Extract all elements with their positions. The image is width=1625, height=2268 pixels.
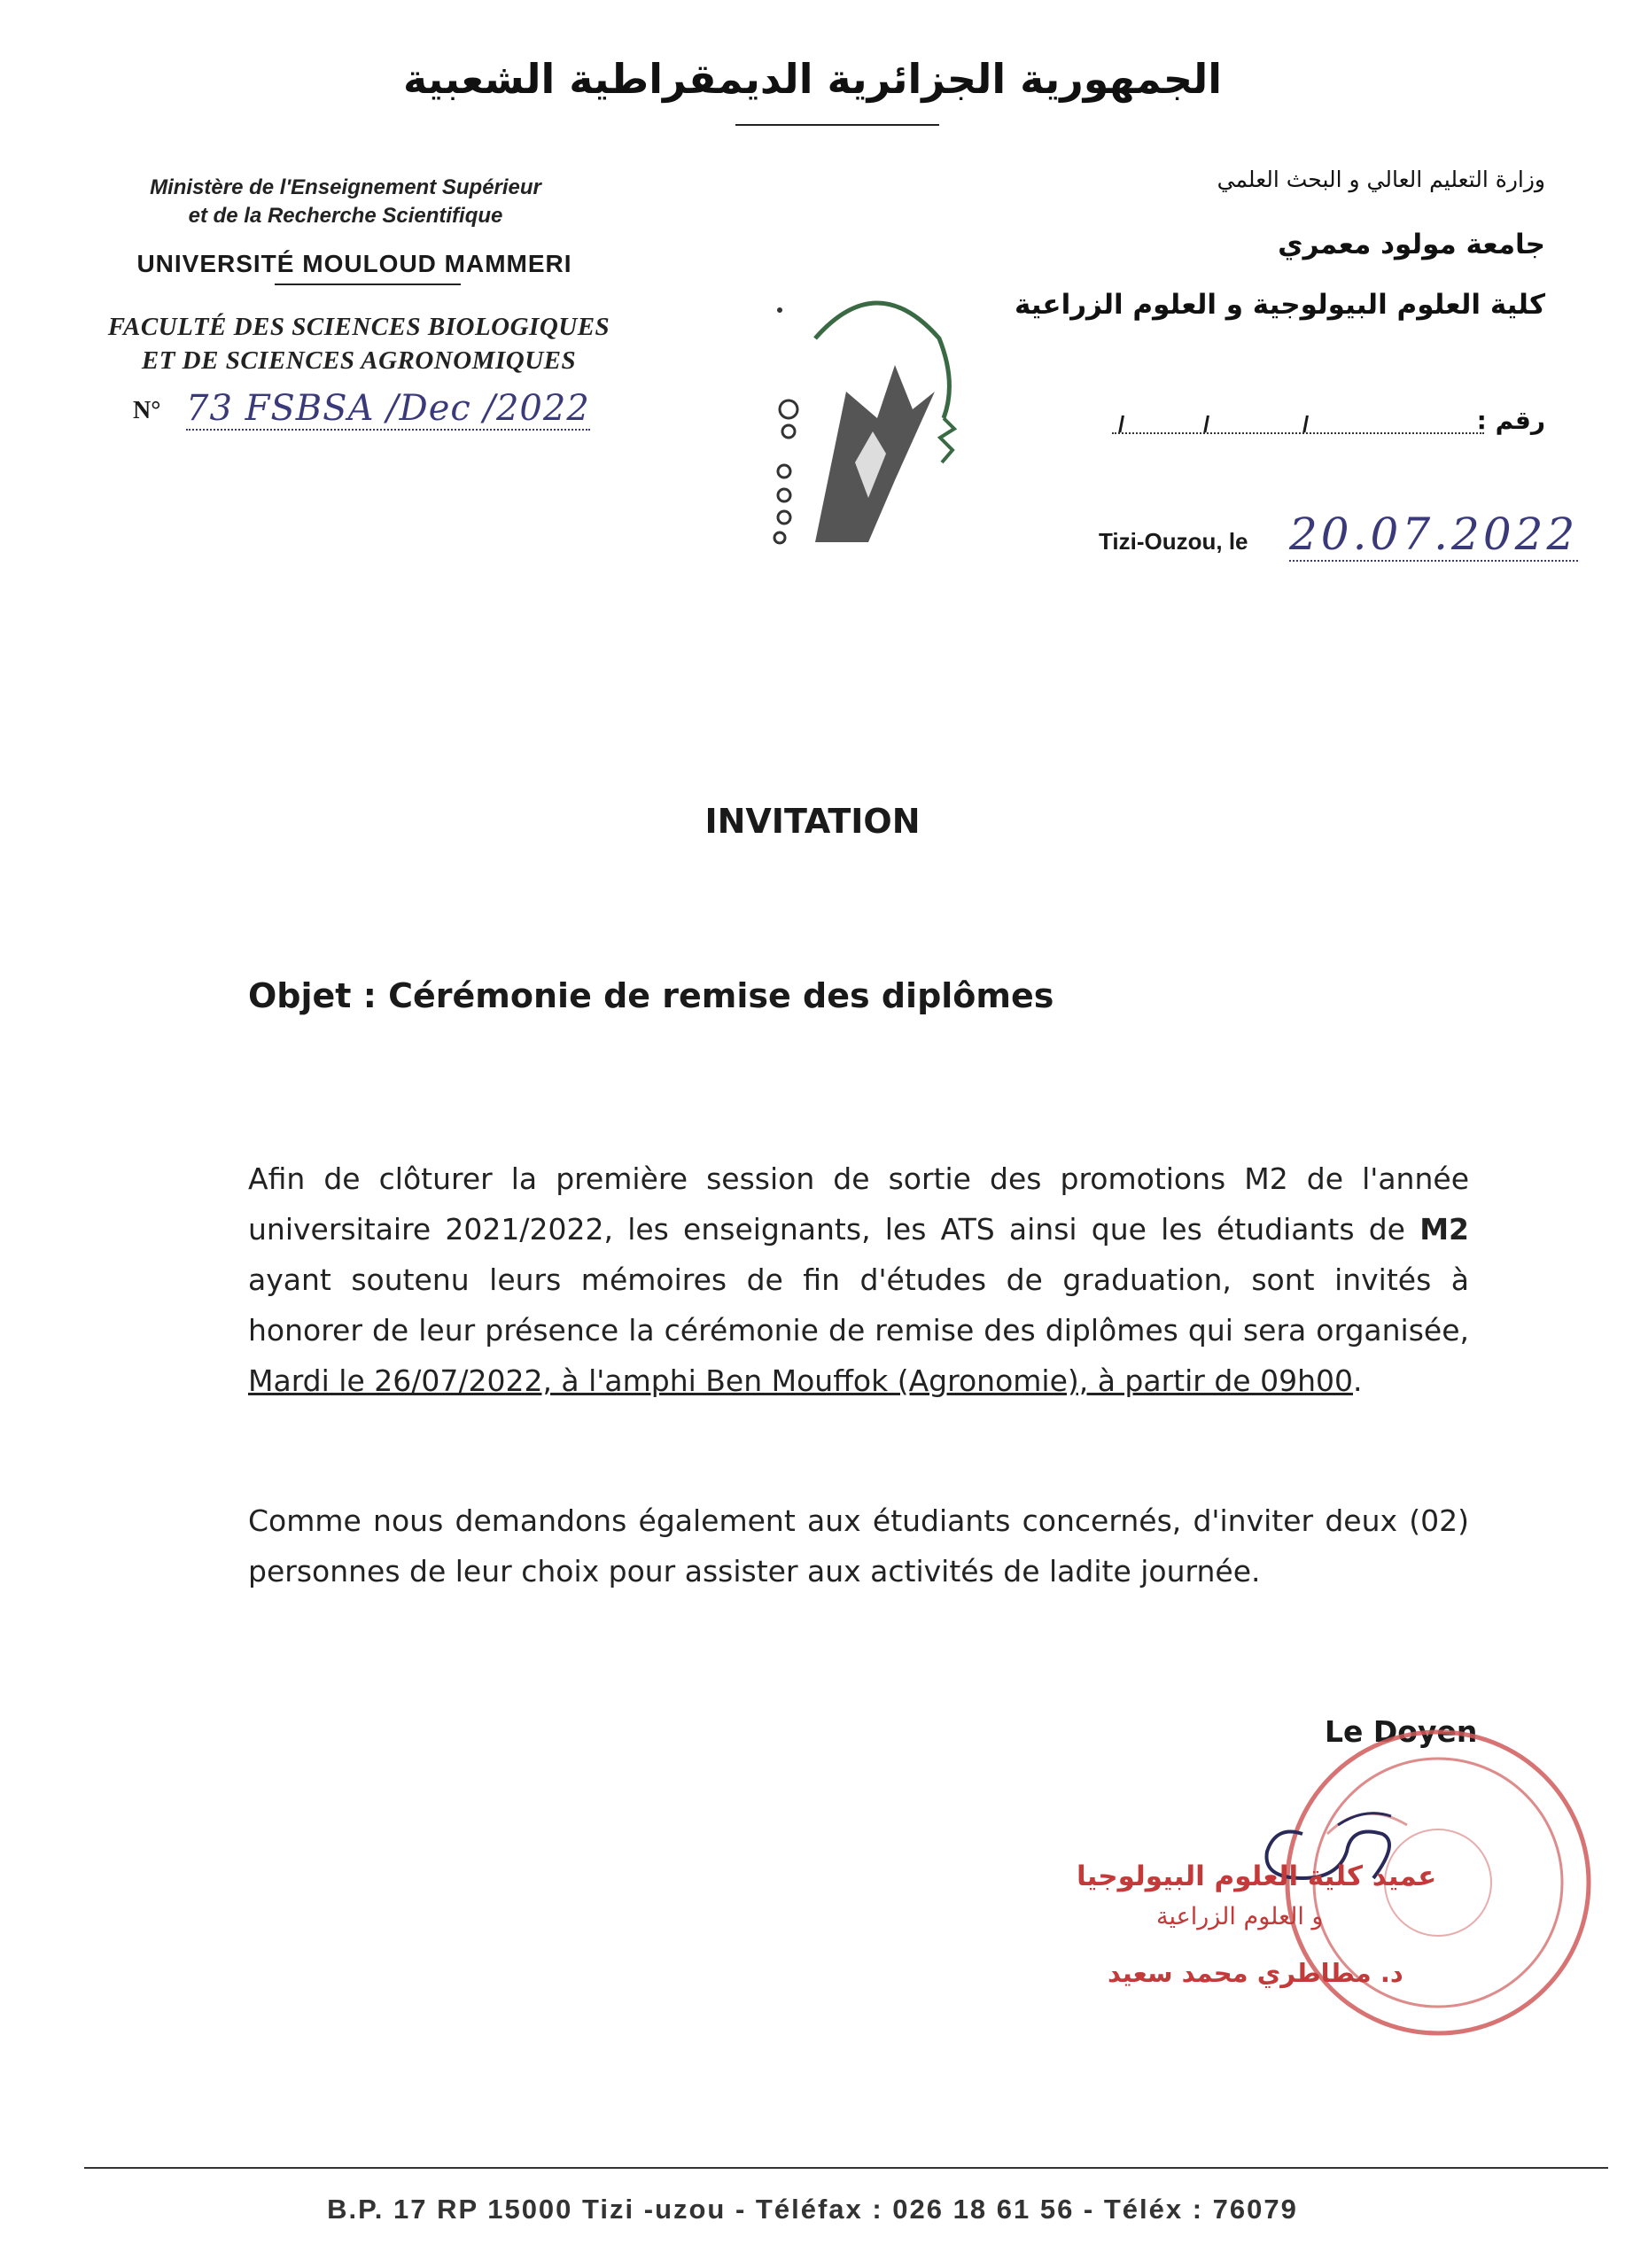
stamp-text-line1: عميد كلية العلوم البيولوجيا — [1077, 1860, 1437, 1892]
faculty-name-fr — [84, 310, 634, 377]
ministry-name-fr — [97, 174, 594, 230]
signatory-title: Le Doyen — [1325, 1714, 1478, 1749]
para1-part-a: Afin de clôturer la première session de sortie des promotions M2 de l'année universitaire 2021/2022, les enseignants, les ATS ainsi que les étudiants de — [248, 1161, 1469, 1247]
reference-dotted-line — [1112, 416, 1484, 434]
university-logo — [762, 285, 975, 560]
stamp-text-line3: د. مطاطري محمد سعيد — [1108, 1958, 1403, 1988]
stamp-text-line2: و العلوم الزراعية — [1156, 1903, 1324, 1930]
body-paragraph-1 — [248, 1153, 1469, 1406]
ref-slash-3: / — [1302, 411, 1310, 438]
faculty-name-ar: كلية العلوم البيولوجية و العلوم الزراعية — [1014, 289, 1545, 321]
university-name-ar: جامعة مولود معمري — [1278, 229, 1545, 260]
date-label: Tizi-Ouzou, le — [1099, 528, 1248, 555]
para1-bold: M2 — [1419, 1212, 1469, 1247]
faculty-fr-line2: ET DE SCIENCES AGRONOMIQUES — [141, 346, 577, 375]
date-handwritten: 20.07.2022 — [1289, 509, 1579, 560]
footer-divider — [84, 2167, 1608, 2169]
title-underline — [735, 124, 939, 126]
footer-contact: B.P. 17 RP 15000 Tizi -uzou - Téléfax : 026 18 61 56 - Téléx : 76079 — [327, 2194, 1298, 2225]
reference-label: N° — [133, 397, 161, 424]
reference-number-handwritten: 73 FSBSA /Dec /2022 — [186, 388, 590, 429]
arabic-republic-title: الجمهورية الجزائرية الديمقراطية الشعبية — [402, 55, 1223, 103]
event-details-underlined: Mardi le 26/07/2022, à l'amphi Ben Mouffok (Agronomie), à partir de 09h00 — [248, 1363, 1353, 1398]
ref-slash-1: / — [1118, 411, 1125, 438]
ministry-name-ar: وزارة التعليم العالي و البحث العلمي — [1217, 167, 1545, 192]
faculty-fr-line1: FACULTÉ DES SCIENCES BIOLOGIQUES — [107, 313, 610, 341]
ministry-fr-line2: et de la Recherche Scientifique — [188, 204, 503, 228]
university-name-fr: UNIVERSITÉ MOULOUD MAMMERI — [136, 250, 572, 277]
ref-slash-2: / — [1203, 411, 1210, 438]
para1-end: . — [1352, 1363, 1363, 1398]
reference-label-ar: رقم : — [1476, 406, 1545, 435]
document-heading: INVITATION — [704, 802, 921, 841]
ministry-fr-line1: Ministère de l'Enseignement Supérieur — [150, 175, 541, 199]
body-paragraph-2: Comme nous demandons également aux étudiants concernés, d'inviter deux (02) personnes de leur choix pour assister aux activités de ladite journée. — [248, 1503, 1469, 1588]
university-underline — [275, 284, 461, 285]
subject-line: Objet : Cérémonie de remise des diplômes — [248, 976, 1054, 1015]
para1-part-b: ayant soutenu leurs mémoires de fin d'études de graduation, sont invités à honorer de leur présence la cérémonie de remise des diplômes qui sera organisée, — [248, 1262, 1469, 1348]
